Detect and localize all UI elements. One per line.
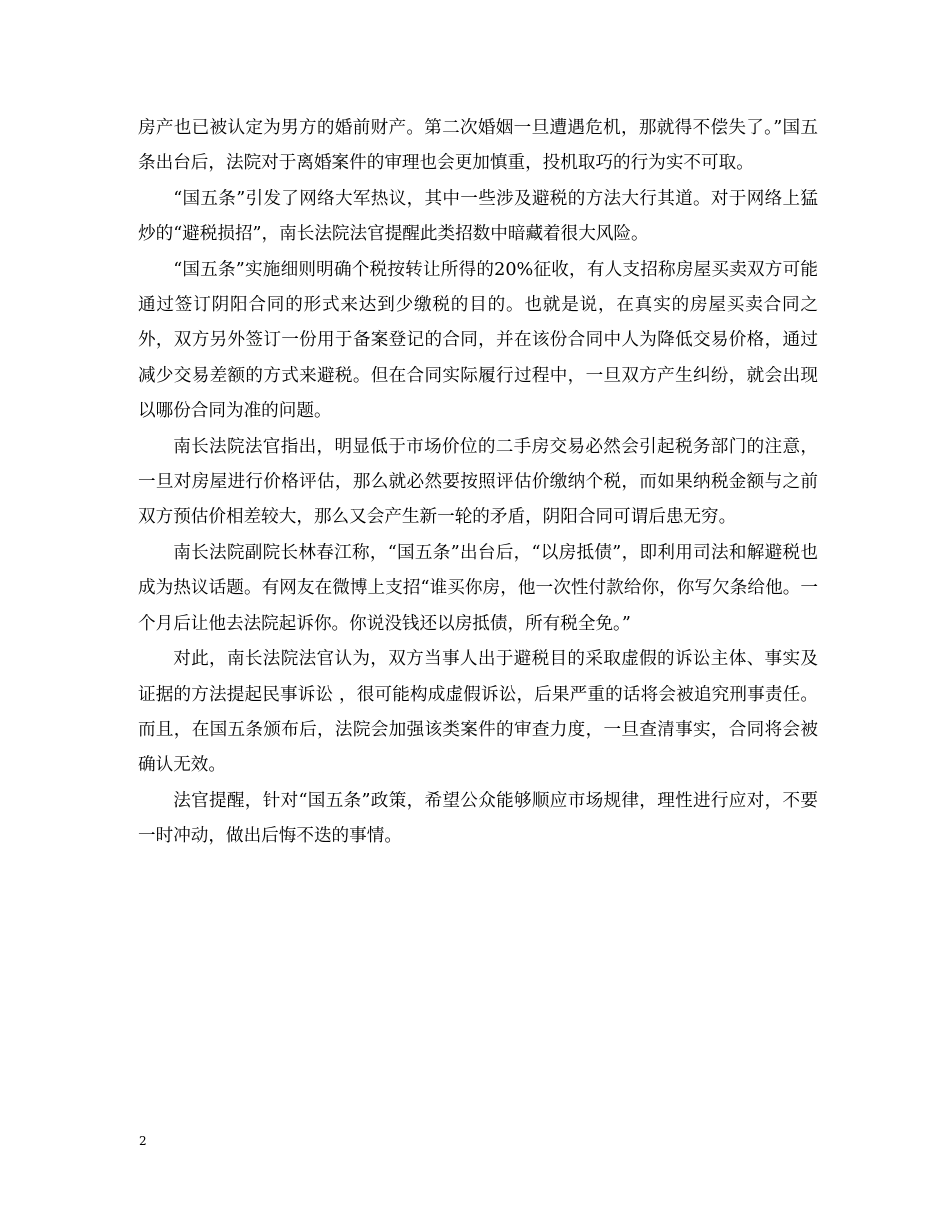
paragraph-7: 法官提醒，针对“国五条”政策，希望公众能够顺应市场规律，理性进行应对，不要一时冲动，做出后悔不迭的事情。: [138, 790, 818, 847]
page-number: 2: [139, 1134, 147, 1148]
paragraph-3: “国五条”实施细则明确个税按转让所得的20%征收，有人支招称房屋买卖双方可能通过签订阴阳合同的形式来达到少缴税的目的。也就是说，在真实的房屋买卖合同之外，双方另外签订一份用于备案登记的合同，并在该份合同中人为降低交易价格，通过减少交易差额的方式来避税。但在合同实际履行过程中，一旦双方产生纠纷，就会出现以哪份合同为准的问题。: [138, 259, 818, 422]
paragraph-1: 房产也已被认定为男方的婚前财产。第二次婚姻一旦遭遇危机，那就得不偿失了。”国五条出台后，法院对于离婚案件的审理也会更加慎重，投机取巧的行为实不可取。: [138, 118, 818, 174]
paragraph-5: 南长法院副院长林春江称，“国五条”出台后，“以房抵债”，即利用司法和解避税也成为热议话题。有网友在微博上支招“谁买你房，他一次性付款给你，你写欠条给他。一个月后让他去法院起诉你。你说没钱还以房抵债，所有税全免。”: [138, 542, 818, 634]
paragraph-4: 南长法院法官指出，明显低于市场价位的二手房交易必然会引起税务部门的注意，一旦对房屋进行价格评估，那么就必然要按照评估价缴纳个税，而如果纳税金额与之前双方预估价相差较大，那么又会产生新一轮的矛盾，阴阳合同可谓后患无穷。: [138, 436, 818, 528]
document-body: [138, 111, 818, 855]
paragraph-2: “国五条”引发了网络大军热议，其中一些涉及避税的方法大行其道。对于网络上猛炒的“避税损招”，南长法院法官提醒此类招数中暗藏着很大风险。: [138, 188, 818, 245]
paragraph-6: 对此，南长法院法官认为，双方当事人出于避税目的采取虚假的诉讼主体、事实及证据的方法提起民事诉讼 ，很可能构成虚假诉讼，后果严重的话将会被追究刑事责任。而且，在国五条颁布后，法院会加强该类案件的审查力度，一旦查清事实，合同将会被确认无效。: [138, 649, 818, 776]
